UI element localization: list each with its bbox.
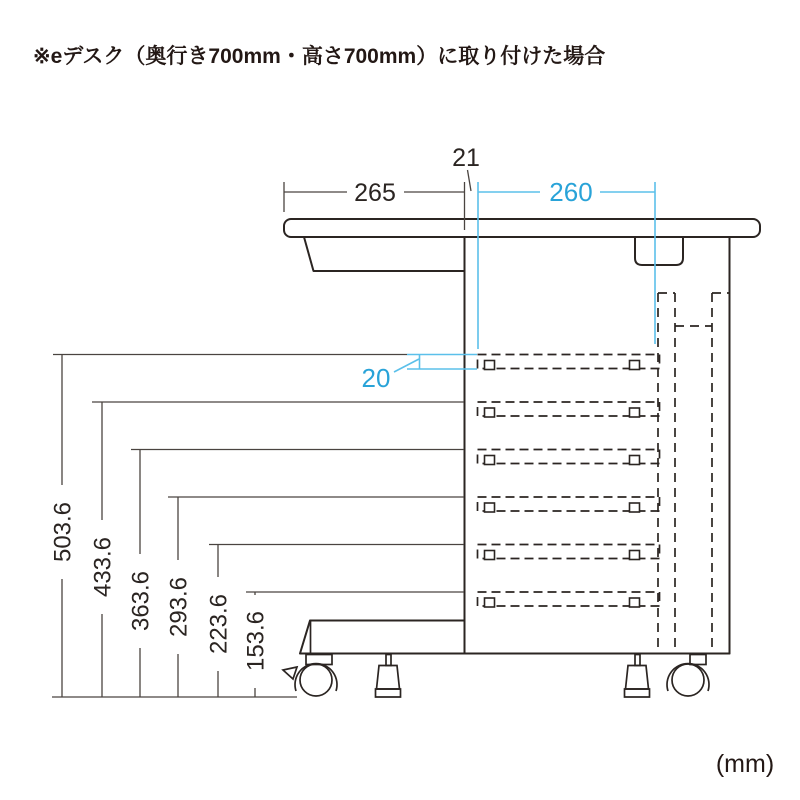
front-foot-body — [377, 666, 400, 690]
front-caster-wheel — [300, 664, 332, 696]
height-dimensions — [49, 355, 464, 698]
cyan-dimension-260 — [478, 177, 655, 349]
front-foot-stem — [386, 655, 391, 666]
rear-caster-plate — [690, 655, 706, 665]
rear-adjuster-foot — [625, 655, 650, 698]
casters-and-feet — [283, 655, 709, 698]
cyan-dimension-20 — [362, 355, 477, 394]
front-base-foot — [300, 621, 464, 654]
height-dim-153-6 — [242, 592, 464, 697]
leader-21 — [468, 170, 472, 191]
front-caster-brake-lever — [283, 667, 297, 679]
height-label-4: 293.6 — [165, 576, 193, 638]
rear-foot-stem — [635, 655, 640, 666]
dim-label-21: 21 — [452, 144, 480, 172]
height-label-3: 363.6 — [127, 570, 155, 632]
shelf-positions — [478, 355, 660, 608]
rear-caster-wheel — [672, 664, 704, 696]
front-caster — [283, 655, 337, 697]
under-desk-bracket — [635, 237, 683, 265]
keyboard-tray — [304, 237, 464, 271]
height-label-5: 223.6 — [205, 593, 233, 655]
rear-foot-pad — [625, 689, 650, 697]
desk-outline — [284, 219, 760, 654]
shelf-row-1 — [478, 355, 660, 370]
cyan-leader — [394, 359, 419, 372]
desktop-surface — [284, 219, 760, 237]
height-label-1: 503.6 — [49, 501, 77, 563]
front-foot-pad — [376, 689, 401, 697]
height-label-2: 433.6 — [89, 536, 117, 598]
dim-label-265: 265 — [354, 179, 396, 207]
dimension-21 — [452, 144, 480, 191]
shelf-row-2 — [478, 402, 660, 417]
hidden-rail-lines — [658, 293, 729, 654]
dim-label-20: 20 — [361, 363, 391, 393]
horizontal-dimension-265 — [284, 179, 465, 230]
dim-label-260: 260 — [549, 177, 593, 207]
shelf-row-6 — [478, 592, 660, 607]
front-adjuster-foot — [376, 655, 401, 698]
shelf-row-5 — [478, 545, 660, 560]
diagram-title: ※eデスク（奥行き700mm・高さ700mm）に取り付けた場合 — [33, 45, 606, 68]
shelf-row-3 — [478, 450, 660, 465]
height-label-6: 153.6 — [242, 610, 270, 672]
shelf-row-4 — [478, 497, 660, 512]
rear-foot-body — [626, 666, 649, 690]
rear-caster — [667, 655, 709, 697]
unit-label: (mm) — [715, 750, 775, 778]
